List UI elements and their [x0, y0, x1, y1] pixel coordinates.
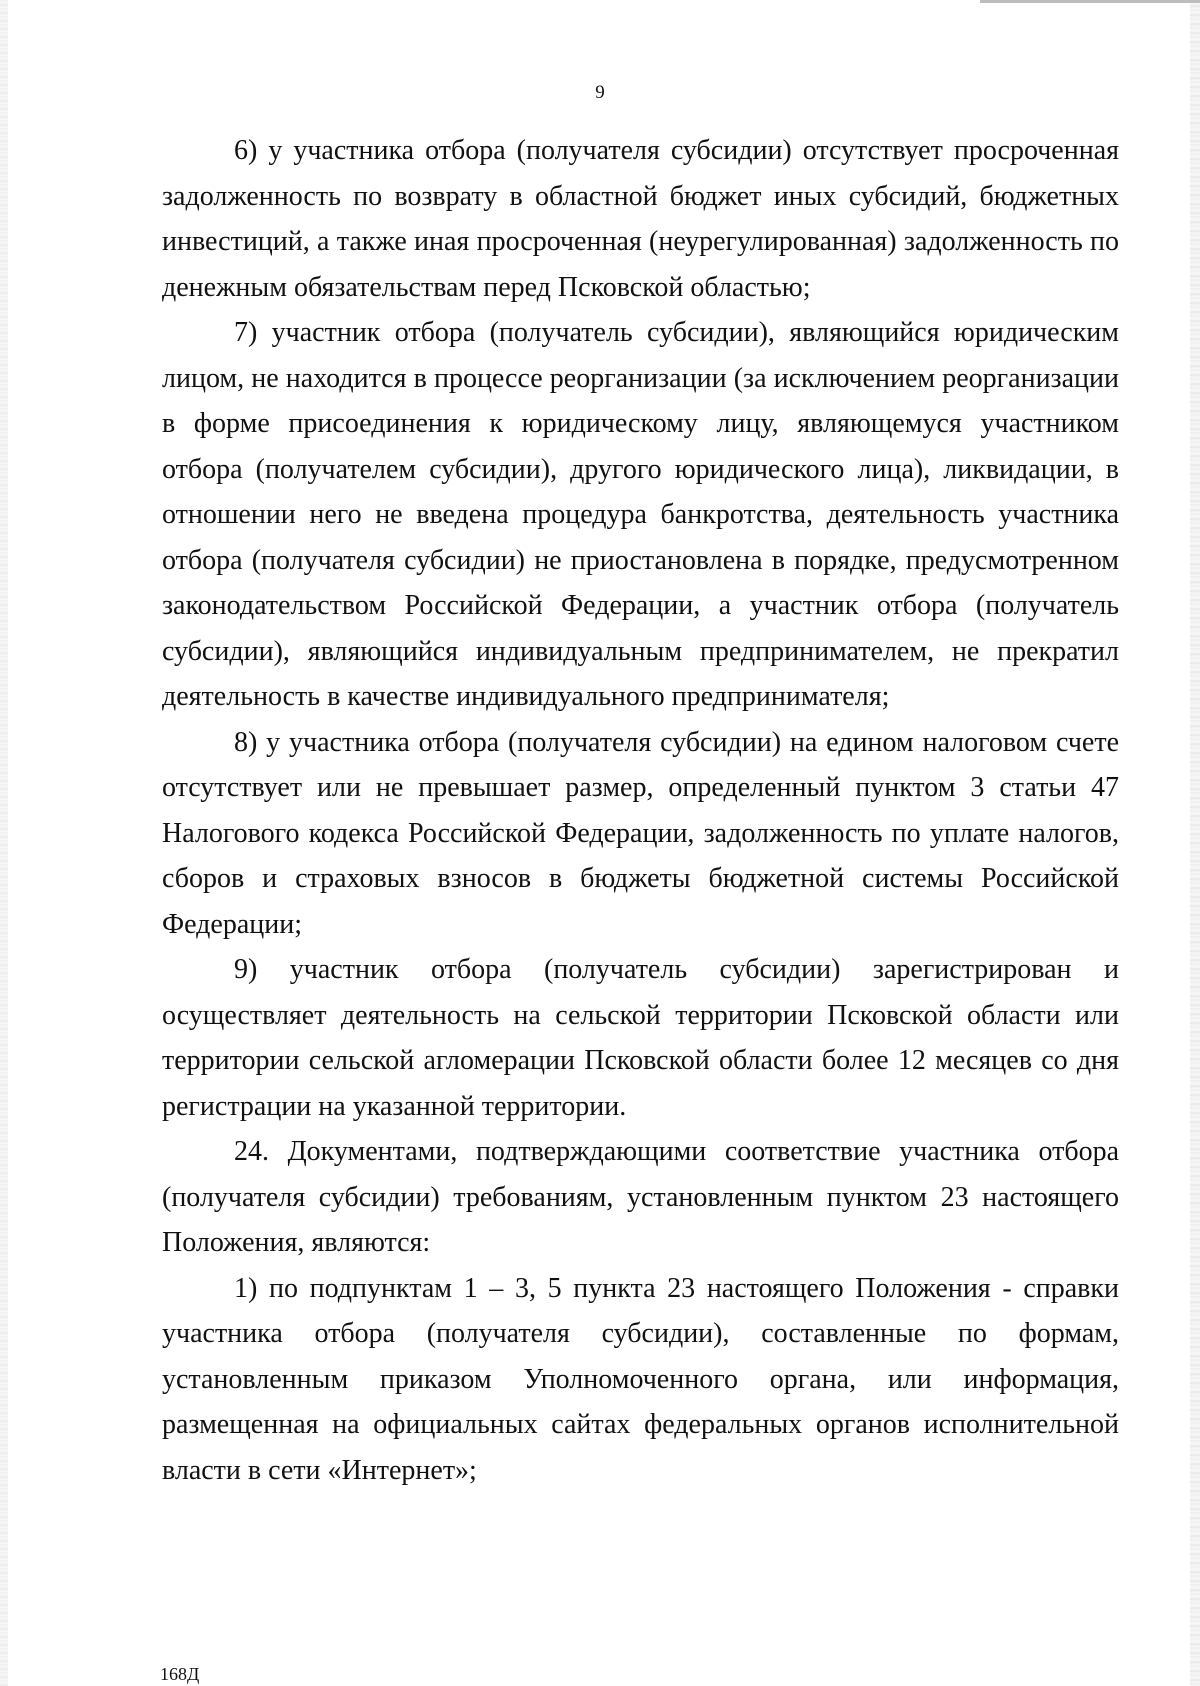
paragraph-clause-24: 24. Документами, подтверждающими соответствие участника отбора (получателя субсидии) требованиям, установленным пунктом 23 настоящего Положения, являются: [162, 1136, 1119, 1258]
paragraph-item-6: 6) у участника отбора (получателя субсидии) отсутствует просроченная задолженность по возврату в областной бюджет иных субсидий, бюджетных инвестиций, а также иная просроченная (неурегулированная) задолженность по денежным обязательствам перед Псковской областью; [162, 135, 1119, 303]
paragraph-subitem-1: 1) по подпунктам 1 – 3, 5 пункта 23 настоящего Положения - справки участника отбора (получателя субсидии), составленные по формам, установленным приказом Уполномоченного органа, или информация, размещенная на официальных сайтах федеральных органов исполнительной власти в сети «Интернет»; [162, 1272, 1119, 1486]
footer-document-code: 168Д [160, 1664, 200, 1684]
document-body [162, 128, 1119, 1493]
paragraph-item-8: 8) у участника отбора (получателя субсидии) на едином налоговом счете отсутствует или не превышает размер, определенный пунктом 3 статьи 47 Налогового кодекса Российской Федерации, задолженность по уплате налогов, сборов и страховых взносов в бюджеты бюджетной системы Российской Федерации; [162, 726, 1119, 940]
scan-edge-right [1190, 0, 1200, 1686]
page-number: 9 [595, 82, 605, 103]
scan-edge-left [0, 0, 8, 1686]
top-edge-rule [980, 0, 1200, 3]
paragraph-item-7: 7) участник отбора (получатель субсидии), являющийся юридическим лицом, не находится в процессе реорганизации (за исключением реорганизации в форме присоединения к юридическому лицу, являющемуся участником отбора (получателем субсидии), другого юридического лица), ликвидации, в отношении него не введена процедура банкротства, деятельность участника отбора (получателя субсидии) не приостановлена в порядке, предусмотренном законодательством Российской Федерации, а участник отбора (получатель субсидии), являющийся индивидуальным предпринимателем, не прекратил деятельность в качестве индивидуального предпринимателя; [162, 317, 1119, 712]
paragraph-item-9: 9) участник отбора (получатель субсидии) зарегистрирован и осуществляет деятельность на сельской территории Псковской области или территории сельской агломерации Псковской области более 12 месяцев со дня регистрации на указанной территории. [162, 954, 1119, 1122]
